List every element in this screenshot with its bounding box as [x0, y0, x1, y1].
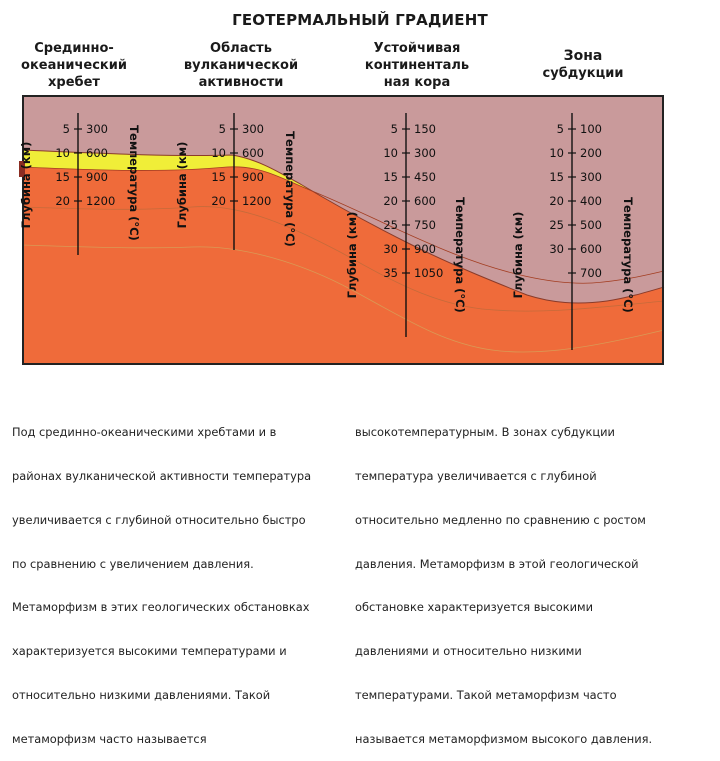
zone-heading-line: океанический — [21, 58, 127, 73]
temperature-tick-label: 1050 — [414, 266, 444, 280]
depth-tick-label: 5 — [218, 122, 226, 136]
temperature-tick-label: 300 — [414, 146, 436, 160]
zone-heading-stable-continental-crust — [352, 40, 482, 91]
temperature-tick-label: 900 — [242, 170, 264, 184]
caption-line: давления. Метаморфизм в этой геологической — [355, 556, 639, 571]
temperature-tick-label: 1200 — [86, 194, 116, 208]
zone-heading-mid-ocean-ridge — [14, 40, 134, 91]
temperature-axis-label: Температура (°С) — [127, 125, 141, 241]
zone-heading-line: Зона — [563, 48, 603, 64]
depth-axis-label: Глубина (км) — [19, 141, 33, 229]
depth-tick-label: 30 — [383, 242, 398, 256]
temperature-tick-label: 150 — [414, 122, 436, 136]
caption-line: увеличивается с глубиной относительно быстро — [12, 512, 306, 527]
caption-line: называется метаморфизмом высокого давления. — [355, 731, 653, 746]
temperature-tick-label: 700 — [580, 266, 602, 280]
depth-tick-label: 10 — [549, 146, 564, 160]
depth-tick-label: 30 — [549, 242, 564, 256]
temperature-axis-label: Температура (°С) — [283, 131, 297, 247]
zone-heading-line: ная кора — [383, 75, 451, 90]
caption-line: относительно медленно по сравнению с ростом — [355, 512, 646, 527]
temperature-tick-label: 500 — [580, 218, 602, 232]
depth-axis-label: Глубина (км) — [175, 141, 189, 229]
caption-line: метаморфизм часто называется — [12, 731, 207, 746]
zone-heading-line: континенталь — [364, 58, 470, 73]
zone-heading-subduction-zone — [528, 48, 638, 82]
page-title: ГЕОТЕРМАЛЬНЫЙ ГРАДИЕНТ — [232, 11, 488, 29]
zone-heading-line: Устойчивая — [373, 41, 461, 56]
depth-axis-label: Глубина (км) — [345, 211, 359, 299]
depth-tick-label: 20 — [383, 194, 398, 208]
geothermal-gradient-diagram — [19, 95, 664, 365]
depth-tick-label: 35 — [383, 266, 398, 280]
zone-heading-line: вулканической — [183, 58, 299, 73]
caption-line: относительно низкими давлениями. Такой — [12, 687, 271, 702]
caption-line: давлениями и относительно низкими — [355, 644, 582, 659]
caption-line: высокотемпературным. В зонах субдукции — [355, 425, 615, 440]
depth-tick-label: 20 — [55, 194, 70, 208]
temperature-tick-label: 450 — [414, 170, 436, 184]
temperature-tick-label: 300 — [580, 170, 602, 184]
depth-tick-label: 15 — [383, 170, 398, 184]
temperature-tick-label: 400 — [580, 194, 602, 208]
caption-line: районах вулканической активности температура — [12, 468, 312, 483]
depth-tick-label: 15 — [549, 170, 564, 184]
zone-heading-line: Область — [210, 41, 272, 56]
temperature-tick-label: 300 — [86, 122, 108, 136]
temperature-axis-label: Температура (°С) — [621, 197, 635, 313]
caption-right — [355, 396, 652, 761]
depth-tick-label: 5 — [556, 122, 564, 136]
temperature-tick-label: 100 — [580, 122, 602, 136]
caption-line: Метаморфизм в этих геологических обстановках — [12, 600, 310, 615]
temperature-tick-label: 600 — [242, 146, 264, 160]
temperature-tick-label: 600 — [580, 242, 602, 256]
depth-tick-label: 15 — [211, 170, 226, 184]
depth-tick-label: 15 — [55, 170, 70, 184]
depth-tick-label: 20 — [211, 194, 226, 208]
temperature-tick-label: 600 — [414, 194, 436, 208]
depth-axis-label: Глубина (км) — [511, 211, 525, 299]
temperature-axis-label: Температура (°С) — [453, 197, 467, 313]
temperature-tick-label: 750 — [414, 218, 436, 232]
caption-line: характеризуется высокими температурами и — [12, 644, 287, 659]
depth-tick-label: 5 — [390, 122, 398, 136]
depth-tick-label: 10 — [383, 146, 398, 160]
zone-heading-line: субдукции — [542, 66, 624, 81]
caption-line: обстановке характеризуется высокими — [355, 600, 593, 615]
temperature-tick-label: 600 — [86, 146, 108, 160]
caption-left — [12, 396, 311, 761]
caption-line: по сравнению с увеличением давления. — [12, 556, 254, 571]
depth-tick-label: 5 — [62, 122, 70, 136]
depth-tick-label: 10 — [55, 146, 70, 160]
temperature-tick-label: 300 — [242, 122, 264, 136]
temperature-tick-label: 1200 — [242, 194, 272, 208]
zone-heading-line: Срединно- — [34, 41, 114, 56]
caption-line: температурами. Такой метаморфизм часто — [355, 687, 617, 702]
zone-heading-line: хребет — [48, 75, 100, 90]
temperature-tick-label: 900 — [86, 170, 108, 184]
depth-tick-label: 25 — [549, 218, 564, 232]
depth-tick-label: 10 — [211, 146, 226, 160]
depth-tick-label: 25 — [383, 218, 398, 232]
temperature-tick-label: 200 — [580, 146, 602, 160]
depth-tick-label: 20 — [549, 194, 564, 208]
zone-heading-volcanic-area — [176, 40, 306, 91]
caption-line: температура увеличивается с глубиной — [355, 468, 597, 483]
caption-line: Под срединно-океаническими хребтами и в — [12, 425, 277, 440]
zone-heading-line: активности — [198, 75, 284, 90]
temperature-tick-label: 900 — [414, 242, 436, 256]
